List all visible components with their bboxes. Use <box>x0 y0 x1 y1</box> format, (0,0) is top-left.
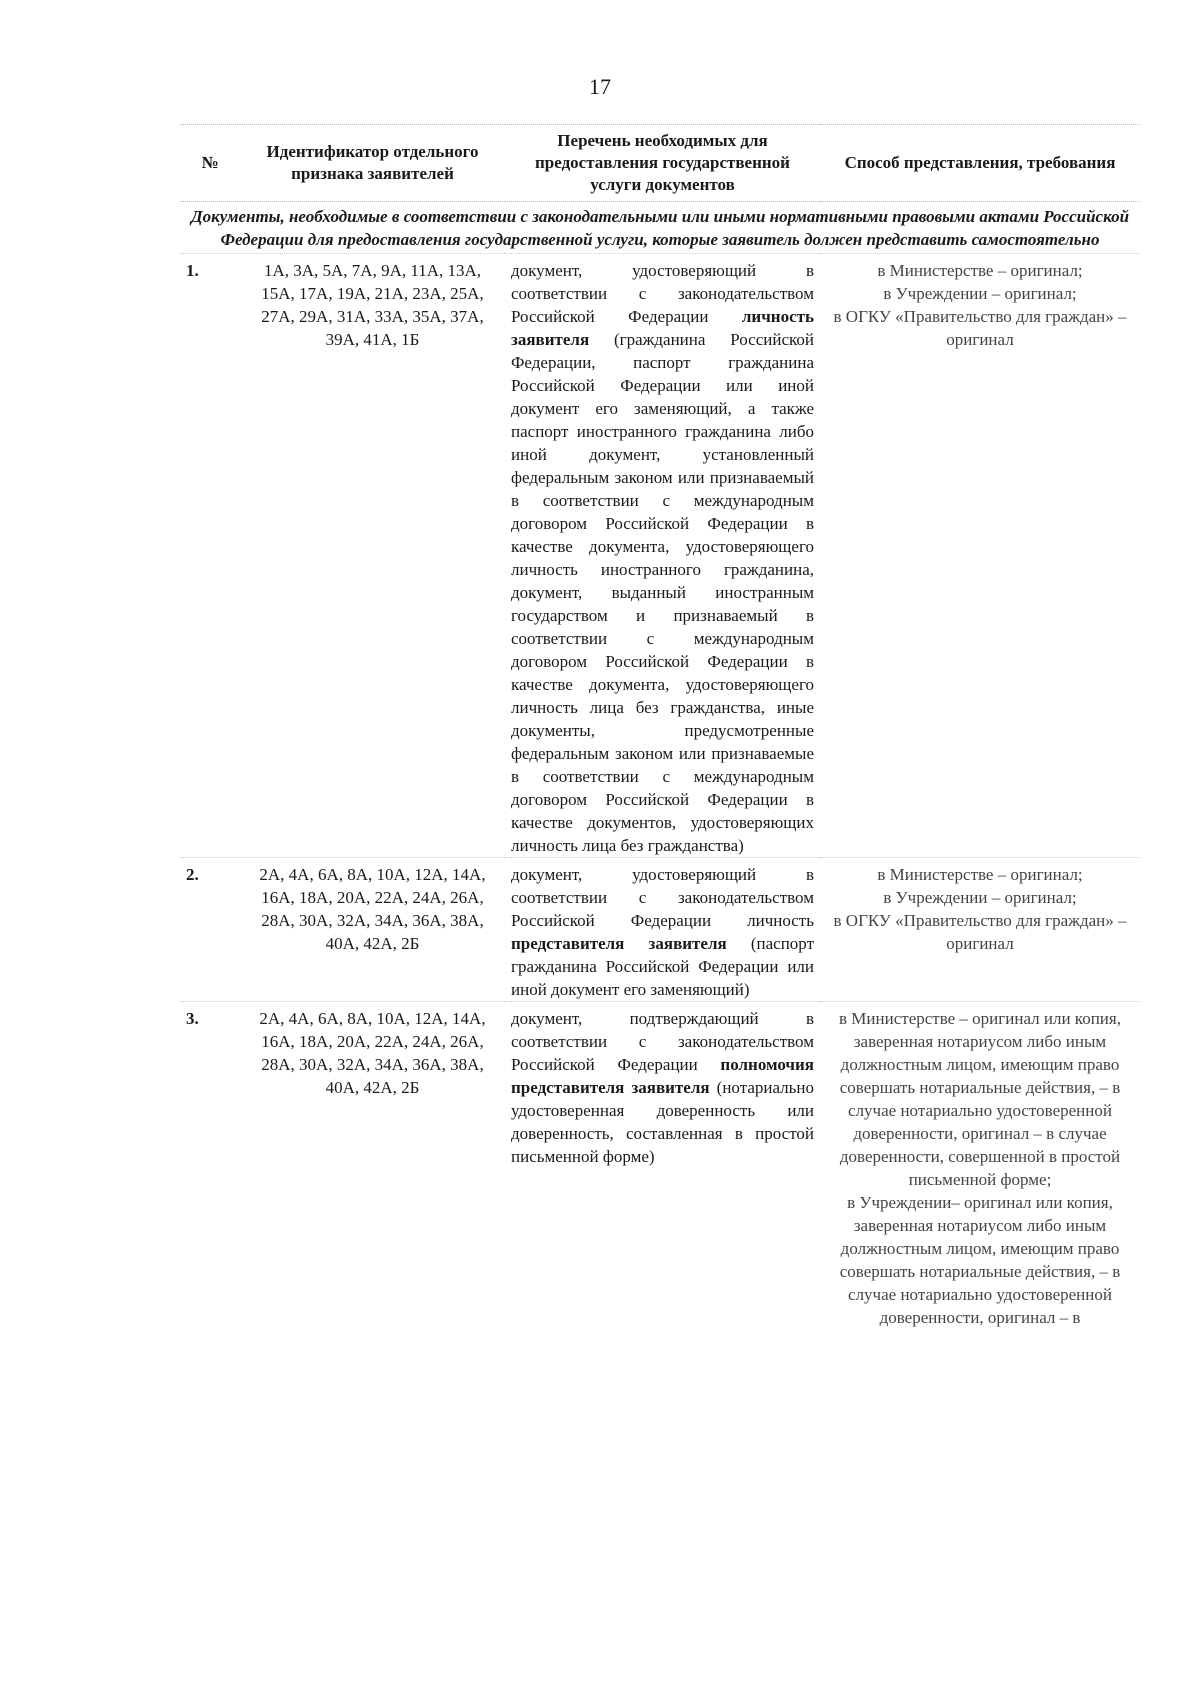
submission-method: в Министерстве – оригинал или копия, заверенная нотариусом либо иным должностным лицом, имеющим право совершать нотариальные действия, – в случае нотариально удостоверенной доверенности, оригинал – в случае доверенности, совершенной в простой письменной форме; в Учреждении– оригинал или копия, заверенная нотариусом либо иным должностным лицом, имеющим право совершать нотариальные действия, – в случае нотариально удостоверенной доверенности, оригинал – в <box>820 1002 1140 1330</box>
document-text-emphasis: личность заявителя <box>511 307 814 349</box>
row-number: 3. <box>180 1002 240 1330</box>
submission-method: в Министерстве – оригинал; в Учреждении – оригинал; в ОГКУ «Правительство для граждан» – оригинал <box>833 261 1127 349</box>
table-header-row <box>180 125 1140 202</box>
document-text-emphasis: полномочия представителя заявителя <box>511 1055 814 1097</box>
section-row <box>180 202 1140 254</box>
applicant-identifiers: 2А, 4А, 6А, 8А, 10А, 12А, 14А, 16А, 18А, 20А, 22А, 24А, 26А, 28А, 30А, 32А, 34А, 36А, 38А, 40А, 42А, 2Б <box>240 858 505 1002</box>
row-number: 1. <box>186 261 199 280</box>
header-number: № <box>180 125 240 202</box>
document-text-emphasis: представителя заявителя <box>511 934 727 953</box>
document-description <box>505 1002 820 1330</box>
header-documents-list: Перечень необходимых для предоставления государственной услуги документов <box>505 125 820 202</box>
applicant-identifiers: 2А, 4А, 6А, 8А, 10А, 12А, 14А, 16А, 18А, 20А, 22А, 24А, 26А, 28А, 30А, 32А, 34А, 36А, 38А, 40А, 42А, 2Б <box>240 1002 505 1330</box>
header-applicant-identifier: Идентификатор отдельного признака заявителей <box>240 125 505 202</box>
document-text: документ, подтверждающий в соответствии с законодательством Российской Федерации <box>511 1009 814 1074</box>
page-number: 17 <box>589 74 611 99</box>
row-number: 2. <box>180 858 240 1002</box>
document-description <box>505 254 820 858</box>
submission-method: в Министерстве – оригинал; в Учреждении – оригинал; в ОГКУ «Правительство для граждан» – оригинал <box>820 858 1140 1002</box>
document-text: (нотариально удостоверенная доверенность или доверенность, составленная в простой письменной форме) <box>511 1078 815 1166</box>
document-text: документ, удостоверяющий в соответствии с законодательством Российской Федерации <box>511 261 814 326</box>
applicant-identifiers: 1А, 3А, 5А, 7А, 9А, 11А, 13А, 15А, 17А, 19А, 21А, 23А, 25А, 27А, 29А, 31А, 33А, 35А, 37А, 39А, 41А, 1Б <box>261 261 484 349</box>
documents-table <box>180 124 1140 1329</box>
header-submission-method: Способ представления, требования <box>820 125 1140 202</box>
document-text: документ, удостоверяющий в соответствии с законодательством Российской Федерации личность <box>511 865 814 930</box>
document-description <box>505 858 820 1002</box>
document-text: (паспорт гражданина Российской Федерации или иной документ его заменяющий) <box>511 934 815 999</box>
document-text: (гражданина Российской Федерации, паспорт гражданина Российской Федерации или иной документ его заменяющий, а также паспорт иностранного гражданина либо иной документ, установленный федеральным законом или признаваемый в соответствии с международным договором Российской Федерации в качестве документа, удостоверяющего личность иностранного гражданина, документ, выданный иностранным государством и признаваемый в соответствии с международным договором Российской Федерации в качестве документа, удостоверяющего личность лица без гражданства, иные документы, предусмотренные федеральным законом или признаваемые в соответствии с международным договором Российской Федерации в качестве документов, удостоверяющих личность лица без гражданства) <box>511 330 814 855</box>
table-row <box>180 254 1140 858</box>
section-title: Документы, необходимые в соответствии с законодательными или иными нормативными правовыми актами Российской Федерации для предоставления государственной услуги, которые заявитель должен представить самостоятельно <box>180 202 1140 254</box>
table-row <box>180 1002 1140 1330</box>
table-row <box>180 858 1140 1002</box>
